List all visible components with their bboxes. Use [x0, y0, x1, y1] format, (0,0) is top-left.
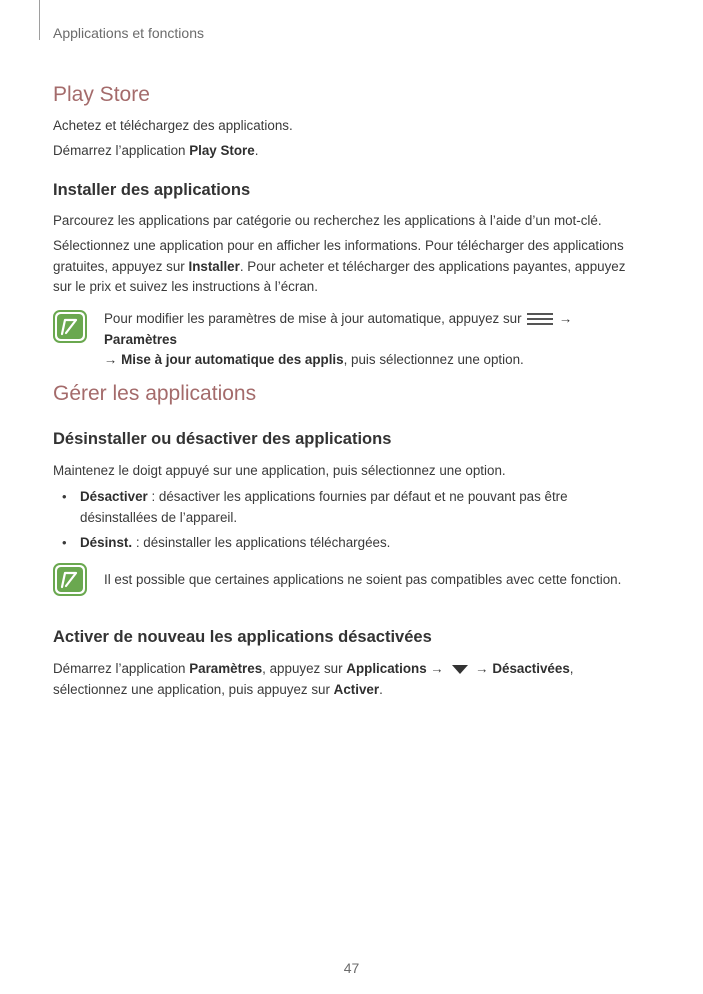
down-arrow-icon	[451, 663, 469, 675]
uninstall-title: Désinstaller ou désactiver des applications	[53, 430, 392, 448]
play-store-title: Play Store	[53, 83, 150, 106]
manage-title: Gérer les applications	[53, 382, 257, 405]
install-note: Pour modifier les paramètres de mise à jour automatique, appuyez sur → Paramètres → Mise à jour automatique des applis, puis sélectionnez une option.	[104, 311, 573, 367]
install-title: Installer des applications	[53, 181, 251, 199]
reactivate-text: Démarrez l’application Paramètres, appuyez sur Applications → → Désactivées, sélectionnez une application, puis appuyez sur Activer.	[53, 661, 574, 697]
page-number: 47	[343, 960, 360, 976]
note-icon	[53, 310, 87, 343]
uninstall-intro: Maintenez le doigt appuyé sur une application, puis sélectionnez une option.	[53, 463, 506, 478]
install-p1: Parcourez les applications par catégorie ou recherchez les applications à l’aide d’un mot-clé.	[53, 213, 602, 228]
install-p2: Sélectionnez une application pour en afficher les informations. Pour télécharger des applications gratuites, appuyez sur Installer. Pour acheter et télécharger des applications payantes, appuyez sur le prix et suivez les instructions à l’écran.	[53, 238, 626, 294]
menu-icon	[527, 312, 553, 326]
installer-term: Installer	[188, 258, 240, 274]
header-rule	[39, 0, 40, 40]
bullet-item: Désinst. : désinstaller les applications téléchargées.	[80, 535, 391, 550]
compat-note: Il est possible que certaines applications ne soient pas compatibles avec cette fonction.	[104, 572, 622, 587]
note-icon	[53, 563, 87, 596]
bullet-marker: •	[62, 489, 67, 504]
bullet-marker: •	[62, 535, 67, 550]
section-header: Applications et fonctions	[53, 25, 204, 41]
play-store-intro: Achetez et téléchargez des applications.	[53, 118, 293, 133]
reactivate-title: Activer de nouveau les applications désactivées	[53, 628, 432, 646]
play-store-launch: Démarrez l’application Play Store.	[53, 143, 259, 158]
bullet-item: Désactiver : désactiver les applications fournies par défaut et ne pouvant pas être désinstallées de l’appareil.	[80, 489, 568, 525]
play-store-app-name: Play Store	[189, 143, 255, 158]
